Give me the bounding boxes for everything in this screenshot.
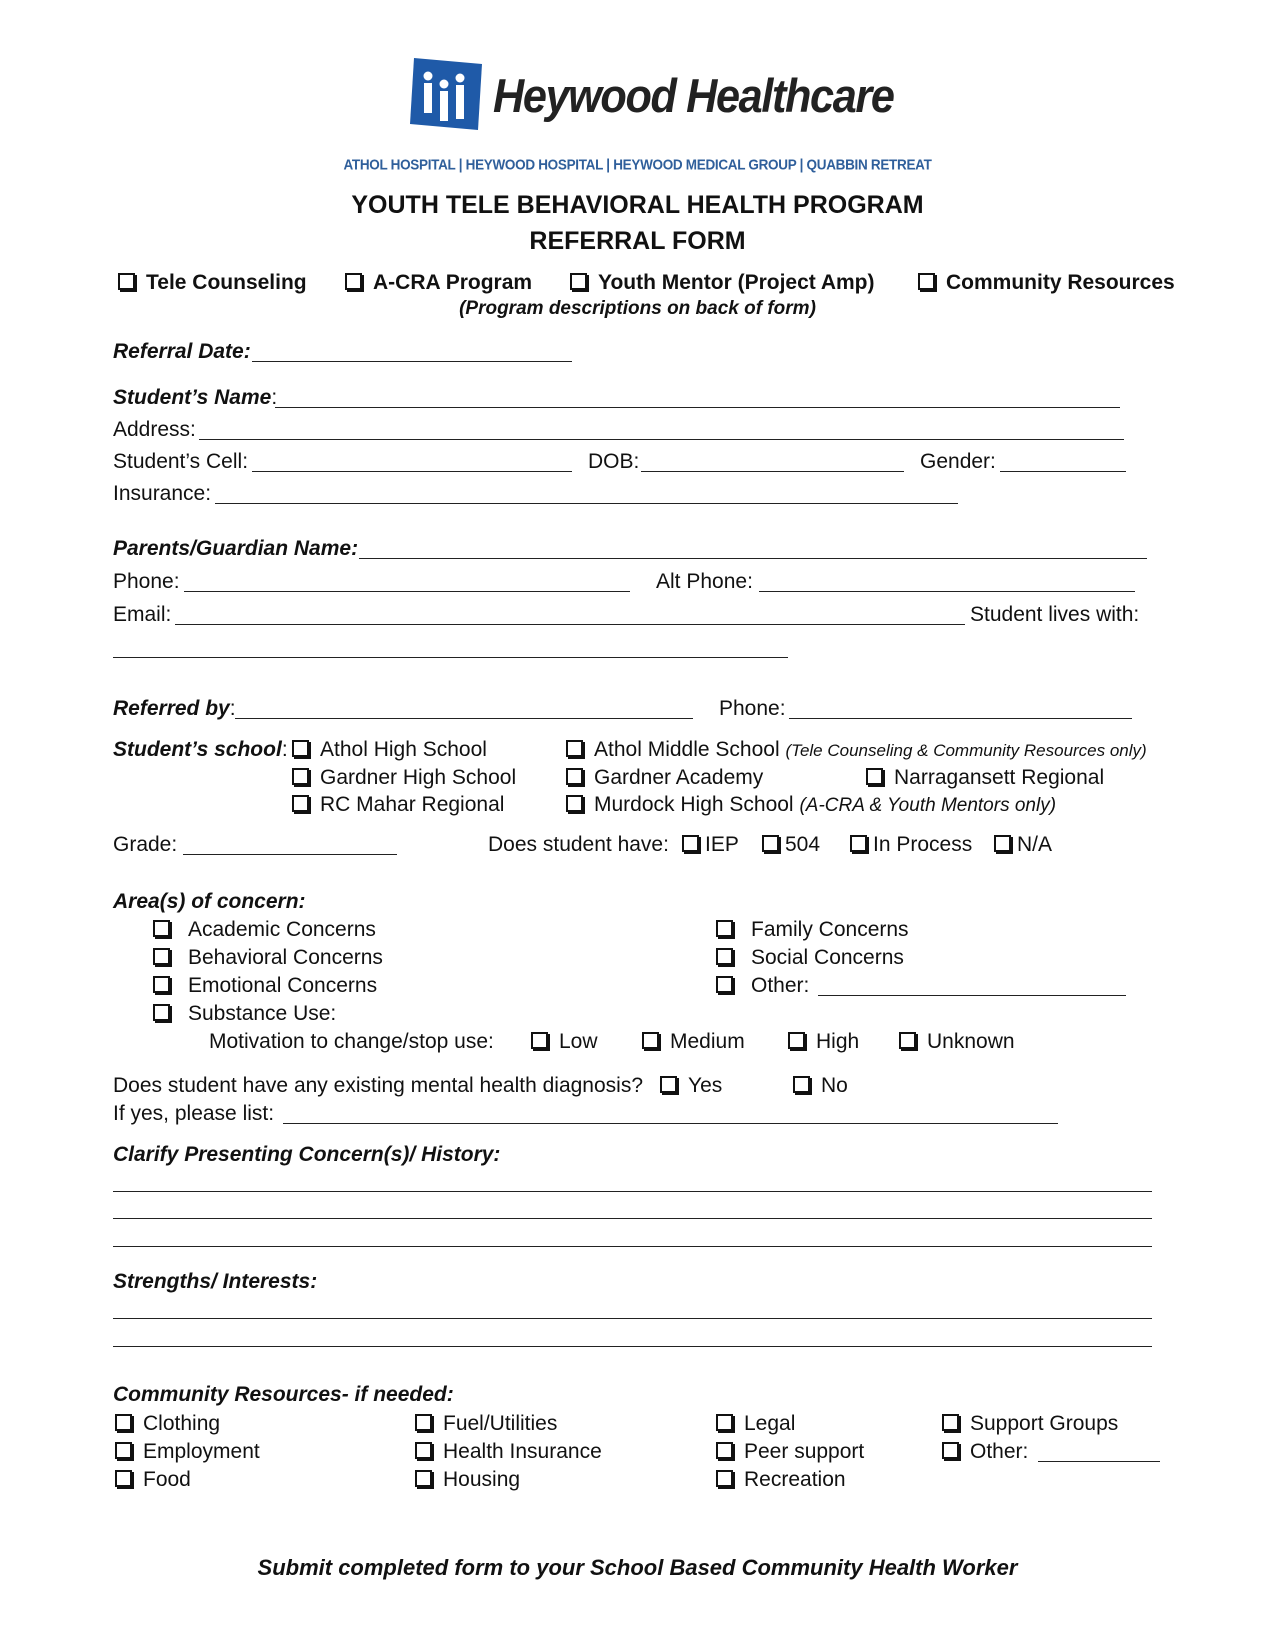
program-tele-counseling[interactable]: Tele Counseling [118,270,307,296]
resource-other[interactable]: Other: [942,1439,1028,1465]
checkbox-icon[interactable] [415,1442,432,1459]
strengths-line-1[interactable] [113,1318,1152,1319]
program-acra[interactable]: A-CRA Program [345,270,532,296]
student-cell-label: Student’s Cell: [113,450,249,473]
checkbox-icon[interactable] [292,768,309,785]
checkbox-icon[interactable] [566,768,583,785]
school-athol-middle[interactable]: Athol Middle School (Tele Counseling & Community Resources only) [566,737,1147,764]
checkbox-icon[interactable] [153,1004,170,1021]
gender-label: Gender: [920,450,996,473]
referred-phone-label: Phone: [719,697,786,720]
submit-instructions: Submit completed form to your School Based Community Health Worker [257,1555,1018,1580]
clarify-line-1[interactable] [113,1191,1152,1192]
504-option[interactable]: 504 [762,832,820,858]
concern-academic[interactable]: Academic Concerns [153,917,376,943]
form-subtitle: REFERRAL FORM [529,227,746,255]
brand-name: Heywood Healthcare [493,69,894,122]
checkbox-icon[interactable] [918,273,935,290]
checkbox-icon[interactable] [531,1032,548,1049]
resource-clothing[interactable]: Clothing [115,1411,220,1437]
student-name-label: Student’s Name: [113,386,278,409]
concern-substance[interactable]: Substance Use: [153,1001,336,1027]
referred-phone-field[interactable] [789,718,1132,719]
heywood-logo-icon [410,58,482,130]
checkbox-icon[interactable] [118,273,135,290]
checkbox-icon[interactable] [660,1076,677,1093]
motivation-medium[interactable]: Medium [642,1029,745,1055]
school-murdock[interactable]: Murdock High School (A-CRA & Youth Mentors only) [566,792,1056,819]
student-name-field[interactable] [275,407,1120,408]
resource-food[interactable]: Food [115,1467,191,1493]
concern-other-field[interactable] [818,995,1126,996]
checkbox-icon[interactable] [793,1076,810,1093]
checkbox-icon[interactable] [115,1470,132,1487]
checkbox-icon[interactable] [994,835,1011,852]
school-gardner-academy[interactable]: Gardner Academy [566,765,763,791]
school-athol-high[interactable]: Athol High School [292,737,487,763]
diagnosis-list-field[interactable] [283,1123,1058,1124]
program-youth-mentor[interactable]: Youth Mentor (Project Amp) [570,270,875,296]
checkbox-icon[interactable] [566,795,583,812]
motivation-label: Motivation to change/stop use: [209,1030,494,1053]
insurance-field[interactable] [215,503,958,504]
school-gardner-high[interactable]: Gardner High School [292,765,516,791]
resource-legal[interactable]: Legal [716,1411,795,1437]
referral-date-label: Referral Date: [113,340,251,363]
iep-option[interactable]: IEP [682,832,739,858]
referred-by-label: Referred by: [113,697,236,720]
checkbox-icon[interactable] [415,1470,432,1487]
checkbox-icon[interactable] [292,740,309,757]
checkbox-icon[interactable] [942,1442,959,1459]
grade-label: Grade: [113,833,178,856]
school-label: Student’s school: [113,738,288,761]
motivation-unknown[interactable]: Unknown [899,1029,1015,1055]
resource-employment[interactable]: Employment [115,1439,260,1465]
email-label: Email: [113,603,172,626]
resource-health-insurance[interactable]: Health Insurance [415,1439,602,1465]
resource-housing[interactable]: Housing [415,1467,520,1493]
resource-other-field[interactable] [1038,1461,1160,1462]
does-student-have-label: Does student have: [488,833,669,856]
resource-recreation[interactable]: Recreation [716,1467,846,1493]
checkbox-icon[interactable] [850,835,867,852]
diagnosis-list-label: If yes, please list: [113,1102,275,1125]
na-option[interactable]: N/A [994,832,1052,858]
checkbox-icon[interactable] [716,920,733,937]
phone-label: Phone: [113,570,180,593]
clarify-line-2[interactable] [113,1218,1152,1219]
lives-with-field[interactable] [113,657,788,658]
email-field[interactable] [175,624,965,625]
form-title: YOUTH TELE BEHAVIORAL HEALTH PROGRAM [351,191,924,219]
checkbox-icon[interactable] [899,1032,916,1049]
parent-name-label: Parents/Guardian Name: [113,537,359,560]
student-cell-field[interactable] [252,471,572,472]
school-rc-mahar[interactable]: RC Mahar Regional [292,792,504,818]
alt-phone-field[interactable] [759,591,1135,592]
checkbox-icon[interactable] [566,740,583,757]
program-community-resources[interactable]: Community Resources [918,270,1175,296]
checkbox-icon[interactable] [292,795,309,812]
referred-by-field[interactable] [235,718,693,719]
checkbox-icon[interactable] [570,273,587,290]
checkbox-icon[interactable] [788,1032,805,1049]
checkbox-icon[interactable] [115,1442,132,1459]
address-label: Address: [113,418,196,441]
checkbox-icon[interactable] [345,273,362,290]
checkbox-icon[interactable] [762,835,779,852]
concern-behavioral[interactable]: Behavioral Concerns [153,945,383,971]
lives-with-label: Student lives with: [970,603,1140,626]
parent-name-field[interactable] [359,558,1147,559]
insurance-label: Insurance: [113,482,212,505]
checkbox-icon[interactable] [115,1414,132,1431]
checkbox-icon[interactable] [866,768,883,785]
checkbox-icon[interactable] [153,948,170,965]
address-field[interactable] [199,439,1124,440]
alt-phone-label: Alt Phone: [656,570,753,593]
concern-family[interactable]: Family Concerns [716,917,909,943]
grade-field[interactable] [183,854,397,855]
checkbox-icon[interactable] [682,835,699,852]
diagnosis-no[interactable]: No [793,1073,848,1099]
programs-note: (Program descriptions on back of form) [459,298,816,319]
subsidiaries-line: ATHOL HOSPITAL | HEYWOOD HOSPITAL | HEYWOOD MEDICAL GROUP | QUABBIN RETREAT [343,156,932,173]
phone-field[interactable] [184,591,630,592]
concern-other[interactable]: Other: [716,973,809,999]
checkbox-icon[interactable] [716,948,733,965]
motivation-low[interactable]: Low [531,1029,598,1055]
dob-label: DOB: [588,450,640,473]
concerns-heading: Area(s) of concern: [113,890,306,913]
resource-support-groups[interactable]: Support Groups [942,1411,1118,1437]
diagnosis-yes[interactable]: Yes [660,1073,722,1099]
motivation-high[interactable]: High [788,1029,859,1055]
checkbox-icon[interactable] [153,920,170,937]
checkbox-icon[interactable] [716,976,733,993]
checkbox-icon[interactable] [716,1470,733,1487]
resource-fuel[interactable]: Fuel/Utilities [415,1411,557,1437]
referral-date-field[interactable] [252,361,572,362]
gender-field[interactable] [1000,471,1126,472]
clarify-heading: Clarify Presenting Concern(s)/ History: [113,1143,501,1166]
concern-emotional[interactable]: Emotional Concerns [153,973,377,999]
checkbox-icon[interactable] [942,1414,959,1431]
in-process-option[interactable]: In Process [850,832,972,858]
dob-field[interactable] [641,471,904,472]
checkbox-icon[interactable] [153,976,170,993]
diagnosis-question: Does student have any existing mental health diagnosis? [113,1074,644,1097]
concern-social[interactable]: Social Concerns [716,945,904,971]
strengths-heading: Strengths/ Interests: [113,1270,318,1293]
resource-peer-support[interactable]: Peer support [716,1439,864,1465]
checkbox-icon[interactable] [415,1414,432,1431]
strengths-line-2[interactable] [113,1346,1152,1347]
checkbox-icon[interactable] [716,1414,733,1431]
checkbox-icon[interactable] [716,1442,733,1459]
school-narragansett[interactable]: Narragansett Regional [866,765,1104,791]
community-heading: Community Resources- if needed: [113,1383,454,1406]
clarify-line-3[interactable] [113,1246,1152,1247]
checkbox-icon[interactable] [642,1032,659,1049]
